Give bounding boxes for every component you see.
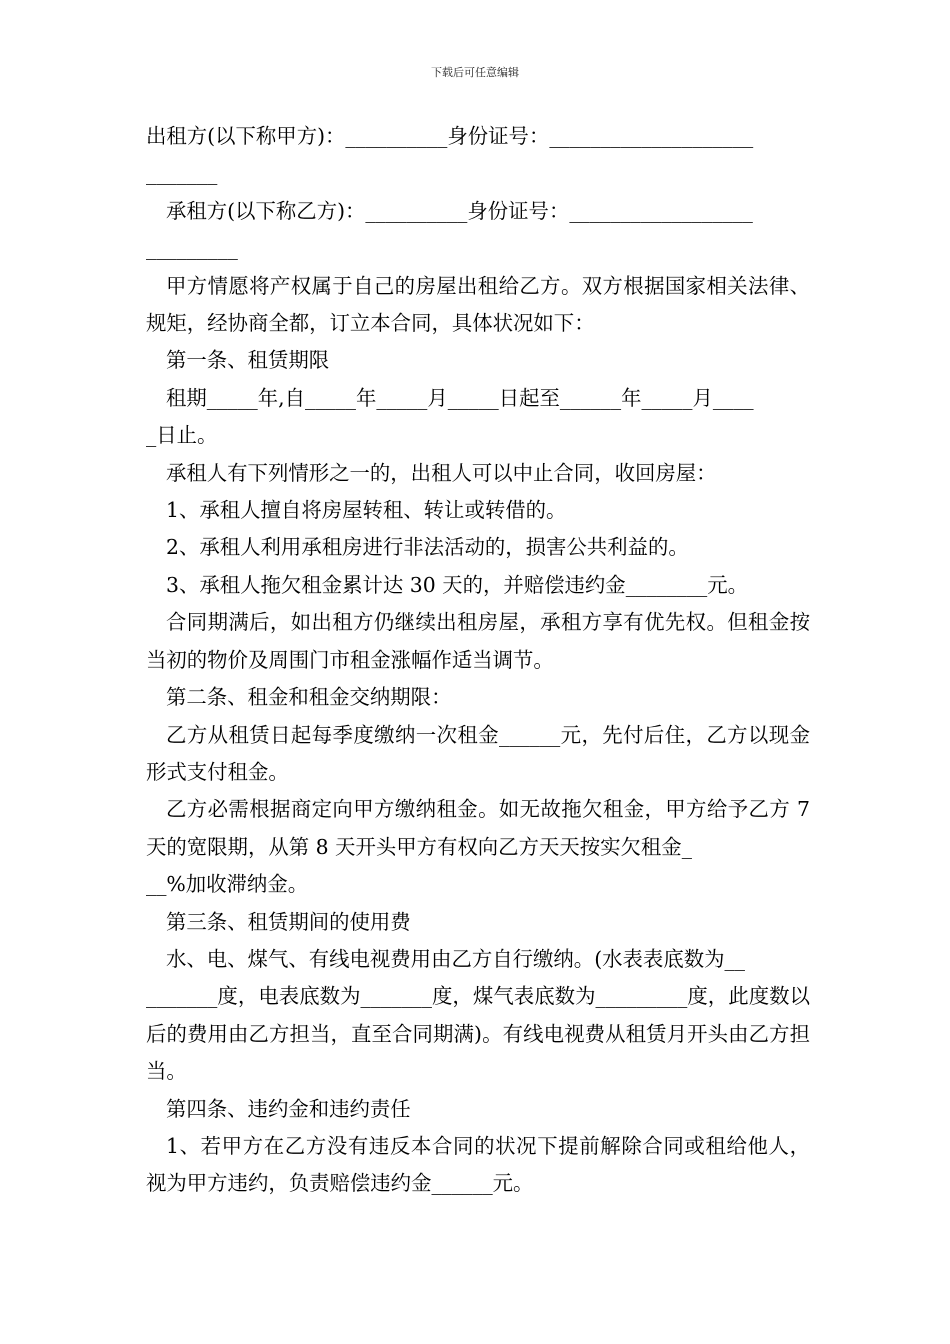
paragraph-termination-conditions: 承租人有下列情形之一的，出租人可以中止合同，收回房屋： [166,460,717,485]
paragraph-lessee: 承租方(以下称乙方)：__________身份证号：__________________ _________ [146,198,753,261]
paragraph-intro: 甲方情愿将产权属于自己的房屋出租给乙方。双方根据国家相关法律、规矩，经协商全都，订立本合同，具体状况如下： [146,273,810,336]
list-item-lessor-breach: 1、若甲方在乙方没有违反本合同的状况下提前解除合同或租给他人，视为甲方违约，负责赔偿违约金______元。 [146,1133,810,1196]
paragraph-rent-payment: 乙方从租赁日起每季度缴纳一次租金______元，先付后住，乙方以现金形式支付租金。 [146,722,810,784]
article-3-heading: 第三条、租赁期间的使用费 [166,909,411,934]
paragraph-lessor: 出租方(以下称甲方)：__________身份证号：____________________ _______ [146,124,754,186]
paragraph-late-fee: 乙方必需根据商定向甲方缴纳租金。如无故拖欠租金，甲方给予乙方 7 天的宽限期，从第 8 天开头甲方有权向乙方天天按实欠租金_ __%加收滞纳金。 [146,797,810,897]
article-1-heading: 第一条、租赁期限 [166,348,330,373]
paragraph-renewal-priority: 合同期满后，如出租方仍继续出租房屋，承租方享有优先权。但租金按当初的物价及周围门市租金涨幅作适当调节。 [146,610,810,672]
page-header: 下载后可任意编辑 [431,66,519,79]
contract-body [146,118,810,1203]
article-4-heading: 第四条、违约金和违约责任 [166,1096,411,1121]
article-2-heading: 第二条、租金和租金交纳期限： [166,685,452,710]
paragraph-lease-term: 租期_____年,自_____年_____月_____日起至______年_____月____ _日止。 [146,385,754,448]
list-item-illegal-activity: 2、承租人利用承租房进行非法活动的，损害公共利益的。 [166,535,689,560]
paragraph-utilities: 水、电、煤气、有线电视费用由乙方自行缴纳。(水表表底数为__ _______度，电表底数为_______度，煤气表底数为_________度，此度数以后的费用由乙方担当，直至合同期满)。有线电视费从租赁月开头由乙方担当。 [146,946,810,1084]
list-item-arrears: 3、承租人拖欠租金累计达 30 天的，并赔偿违约金________元。 [166,572,749,597]
list-item-sublease: 1、承租人擅自将房屋转租、转让或转借的。 [166,498,567,523]
